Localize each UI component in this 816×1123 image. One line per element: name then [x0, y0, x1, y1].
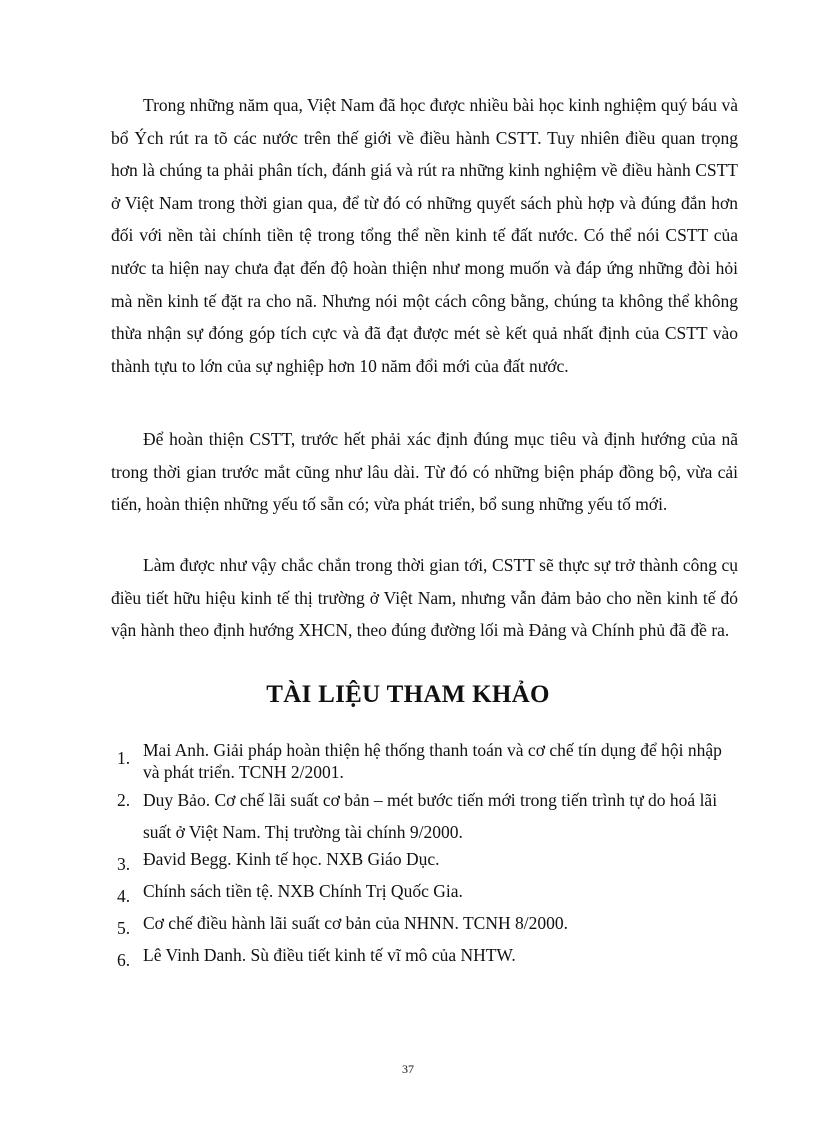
- reference-number: 6.: [117, 950, 131, 970]
- reference-text: Mai Anh. Giải pháp hoàn thiện hệ thống thanh toán và cơ chế tín dụng để hội nhập và phát triển. TCNH 2/2001.: [143, 740, 722, 782]
- body-paragraph-3: Làm được như vậy chắc chắn trong thời gian tới, CSTT sẽ thực sự trở thành công cụ điều tiết hữu hiệu kinh tế thị trường ở Việt Nam, nhưng vẫn đảm bảo cho nền kinh tế đó vận hành theo định hướng XHCN, theo đúng đường lối mà Đảng và Chính phủ đã đề ra.: [111, 555, 738, 641]
- reference-number: 5.: [117, 918, 131, 938]
- reference-number: 3.: [117, 854, 131, 874]
- page-number: 37: [402, 1062, 414, 1076]
- reference-text: Cơ chế điều hành lãi suất cơ bản của NHNN. TCNH 8/2000.: [143, 913, 568, 933]
- reference-number: 2.: [117, 790, 131, 810]
- reference-text: Đavid Begg. Kinh tế học. NXB Giáo Dục.: [143, 849, 440, 869]
- reference-text: Duy Bảo. Cơ chế lãi suất cơ bản – mét bước tiến mới trong tiến trình tự do hoá lãi suất ở Việt Nam. Thị trường tài chính 9/2000.: [143, 790, 718, 842]
- reference-text: Chính sách tiền tệ. NXB Chính Trị Quốc Gia.: [143, 881, 463, 901]
- reference-number: 4.: [117, 886, 131, 906]
- body-paragraph-1: Trong những năm qua, Việt Nam đã học được nhiều bài học kinh nghiệm quý báu và bổ Ých rút ra tõ các nước trên thế giới về điều hành CSTT. Tuy nhiên điều quan trọng hơn là chúng ta phải phân tích, đánh giá và rút ra những kinh nghiệm về điều hành CSTT ở Việt Nam trong thời gian qua, để từ đó có những quyết sách phù hợp và đúng đắn hơn đối với nền tài chính tiền tệ trong tổng thể nền kinh tế đất nước. Có thể nói CSTT của nước ta hiện nay chưa đạt đến độ hoàn thiện như mong muốn và đáp ứng những đòi hỏi mà nền kinh tế đặt ra cho nã. Nhưng nói một cách công bằng, chúng ta không thể không thừa nhận sự đóng góp tích cực và đã đạt được mét sè kết quả nhất định của CSTT vào thành tựu to lớn của sự nghiệp hơn 10 năm đổi mới của đất nước.: [111, 95, 738, 376]
- references-heading: TÀI LIỆU THAM KHẢO: [266, 681, 550, 708]
- reference-number: 1.: [117, 748, 131, 768]
- reference-text: Lê Vinh Danh. Sù điều tiết kinh tế vĩ mô của NHTW.: [143, 945, 516, 965]
- body-paragraph-2: Để hoàn thiện CSTT, trước hết phải xác định đúng mục tiêu và định hướng của nã trong thời gian trước mắt cũng như lâu dài. Từ đó có những biện pháp đồng bộ, vừa cải tiến, hoàn thiện những yếu tố sẵn có; vừa phát triển, bổ sung những yếu tố mới.: [111, 429, 738, 515]
